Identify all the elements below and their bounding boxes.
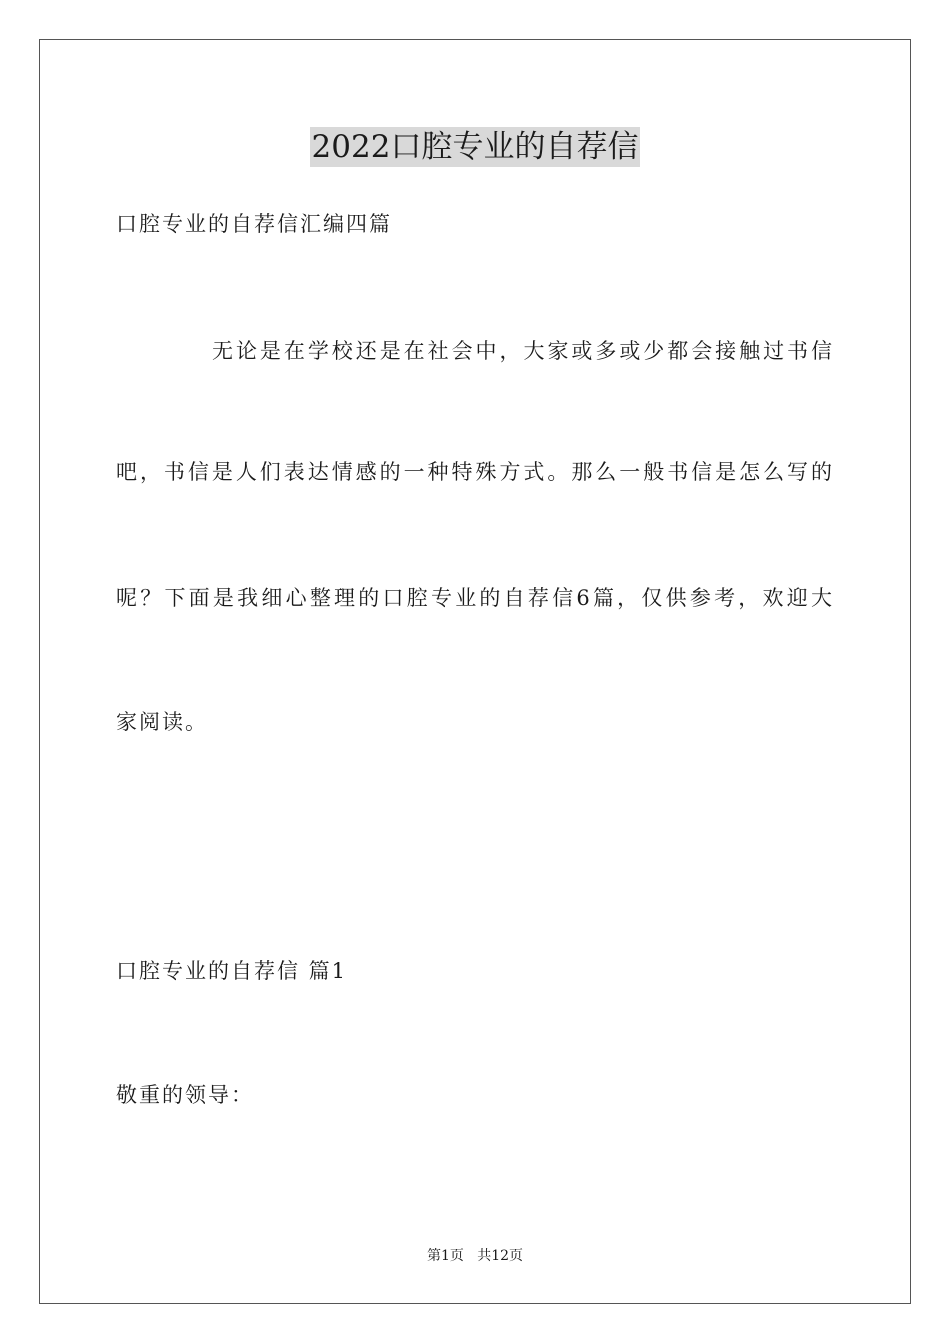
title-container [0,127,950,167]
section-heading: 口腔专业的自荐信 篇1 [116,959,348,983]
document-subtitle: 口腔专业的自荐信汇编四篇 [116,212,392,236]
intro-line-2: 吧，书信是人们表达情感的一种特殊方式。那么一般书信是怎么写的 [116,460,832,484]
intro-line-4: 家阅读。 [116,710,208,734]
intro-line-3: 呢？下面是我细心整理的口腔专业的自荐信6篇，仅供参考，欢迎大 [116,586,832,610]
salutation: 敬重的领导： [116,1083,254,1107]
page-footer: 第1页 共12页 [426,1248,524,1264]
document-title: 2022口腔专业的自荐信 [311,129,639,165]
intro-line-1: 无论是在学校还是在社会中，大家或多或少都会接触过书信 [212,339,832,363]
